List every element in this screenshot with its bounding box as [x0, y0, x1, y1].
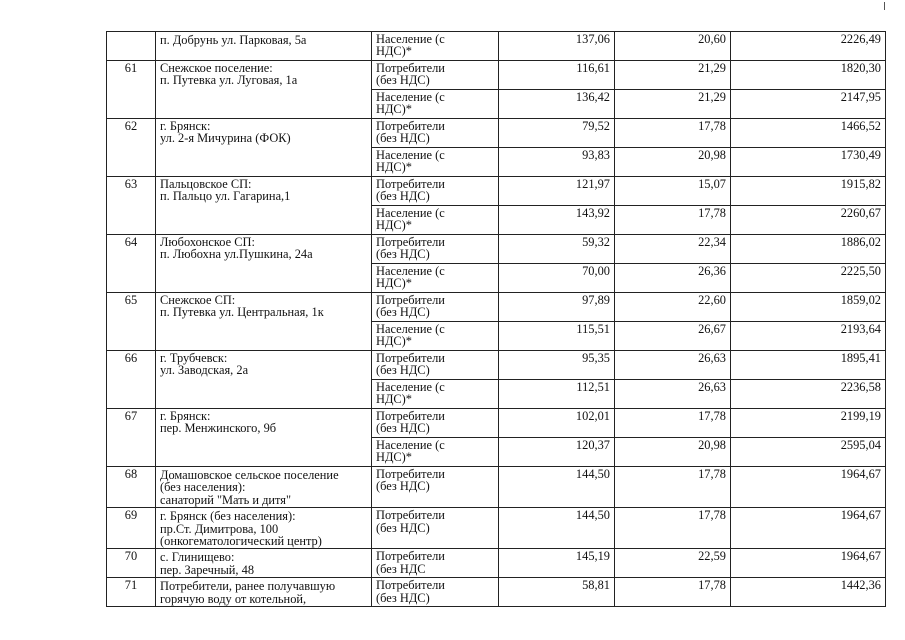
- value-2-cell: 21,29: [615, 90, 731, 119]
- consumer-category-cell: Потребители (без НДС): [372, 61, 499, 90]
- table-row: [107, 578, 886, 607]
- value-2-cell: 22,60: [615, 293, 731, 322]
- value-1-cell: 58,81: [499, 578, 615, 607]
- consumer-category-cell: Потребители (без НДС): [372, 409, 499, 438]
- value-2-cell: 17,78: [615, 467, 731, 508]
- consumer-category-cell: Потребители (без НДС): [372, 578, 499, 607]
- value-2-cell: 17,78: [615, 206, 731, 235]
- value-2-cell: 26,36: [615, 264, 731, 293]
- value-2-cell: 17,78: [615, 409, 731, 438]
- value-2-cell: 22,34: [615, 235, 731, 264]
- row-number-cell: 64: [107, 235, 156, 293]
- location-cell: г. Брянск: ул. 2-я Мичурина (ФОК): [156, 119, 372, 177]
- value-3-cell: 1964,67: [731, 467, 886, 508]
- table-row: [107, 235, 886, 264]
- table-row: [107, 409, 886, 438]
- consumer-category-cell: Население (с НДС)*: [372, 264, 499, 293]
- value-2-cell: 20,98: [615, 438, 731, 467]
- table-row: [107, 61, 886, 90]
- location-cell: п. Добрунь ул. Парковая, 5а: [156, 32, 372, 61]
- row-number-cell: 70: [107, 549, 156, 578]
- value-2-cell: 21,29: [615, 61, 731, 90]
- value-3-cell: 1859,02: [731, 293, 886, 322]
- value-2-cell: 26,63: [615, 380, 731, 409]
- consumer-category-cell: Население (с НДС)*: [372, 322, 499, 351]
- consumer-category-cell: Потребители (без НДС): [372, 508, 499, 549]
- location-cell: Снежское СП: п. Путевка ул. Центральная, 1к: [156, 293, 372, 351]
- consumer-category-cell: Потребители (без НДС): [372, 351, 499, 380]
- table-row: [107, 351, 886, 380]
- table-row: [107, 177, 886, 206]
- value-2-cell: 15,07: [615, 177, 731, 206]
- value-3-cell: 1964,67: [731, 508, 886, 549]
- consumer-category-cell: Потребители (без НДС): [372, 235, 499, 264]
- value-3-cell: 2225,50: [731, 264, 886, 293]
- value-1-cell: 145,19: [499, 549, 615, 578]
- location-cell: г. Брянск (без населения): пр.Ст. Димитрова, 100 (онкогематологический центр): [156, 508, 372, 549]
- consumer-category-cell: Потребители (без НДС): [372, 119, 499, 148]
- location-cell: Любохонское СП: п. Любохна ул.Пушкина, 24а: [156, 235, 372, 293]
- value-2-cell: 17,78: [615, 578, 731, 607]
- value-2-cell: 22,59: [615, 549, 731, 578]
- consumer-category-cell: Потребители (без НДС): [372, 177, 499, 206]
- value-1-cell: 116,61: [499, 61, 615, 90]
- table-row: [107, 32, 886, 61]
- row-number-cell: 65: [107, 293, 156, 351]
- row-number-cell: 67: [107, 409, 156, 467]
- value-1-cell: 144,50: [499, 508, 615, 549]
- value-1-cell: 137,06: [499, 32, 615, 61]
- row-number-cell: 61: [107, 61, 156, 119]
- row-number-cell: 66: [107, 351, 156, 409]
- value-3-cell: 1442,36: [731, 578, 886, 607]
- consumer-category-cell: Потребители (без НДС): [372, 467, 499, 508]
- value-3-cell: 2199,19: [731, 409, 886, 438]
- row-number-cell: 68: [107, 467, 156, 508]
- value-3-cell: 1895,41: [731, 351, 886, 380]
- value-3-cell: 2260,67: [731, 206, 886, 235]
- row-number-cell: 62: [107, 119, 156, 177]
- consumer-category-cell: Население (с НДС)*: [372, 148, 499, 177]
- table-row: [107, 508, 886, 549]
- location-cell: г. Трубчевск: ул. Заводская, 2а: [156, 351, 372, 409]
- value-3-cell: 1730,49: [731, 148, 886, 177]
- page-edge-mark: [884, 2, 885, 10]
- value-1-cell: 136,42: [499, 90, 615, 119]
- tariff-table-body: [107, 32, 886, 607]
- value-1-cell: 144,50: [499, 467, 615, 508]
- location-cell: Потребители, ранее получавшую горячую воду от котельной,: [156, 578, 372, 607]
- value-3-cell: 2236,58: [731, 380, 886, 409]
- value-1-cell: 115,51: [499, 322, 615, 351]
- table-row: [107, 549, 886, 578]
- value-3-cell: 1964,67: [731, 549, 886, 578]
- table-row: [107, 119, 886, 148]
- consumer-category-cell: Население (с НДС)*: [372, 90, 499, 119]
- value-3-cell: 1466,52: [731, 119, 886, 148]
- row-number-cell: 63: [107, 177, 156, 235]
- value-3-cell: 2226,49: [731, 32, 886, 61]
- value-2-cell: 20,98: [615, 148, 731, 177]
- value-1-cell: 143,92: [499, 206, 615, 235]
- value-2-cell: 17,78: [615, 508, 731, 549]
- value-1-cell: 112,51: [499, 380, 615, 409]
- location-cell: с. Глинищево: пер. Заречный, 48: [156, 549, 372, 578]
- table-row: [107, 293, 886, 322]
- value-3-cell: 1820,30: [731, 61, 886, 90]
- value-1-cell: 79,52: [499, 119, 615, 148]
- value-1-cell: 120,37: [499, 438, 615, 467]
- value-2-cell: 26,63: [615, 351, 731, 380]
- value-3-cell: 1915,82: [731, 177, 886, 206]
- location-cell: Пальцовское СП: п. Пальцо ул. Гагарина,1: [156, 177, 372, 235]
- tariff-table: [106, 31, 886, 607]
- value-1-cell: 70,00: [499, 264, 615, 293]
- value-3-cell: 2147,95: [731, 90, 886, 119]
- consumer-category-cell: Население (с НДС)*: [372, 32, 499, 61]
- consumer-category-cell: Население (с НДС)*: [372, 380, 499, 409]
- value-1-cell: 59,32: [499, 235, 615, 264]
- value-1-cell: 93,83: [499, 148, 615, 177]
- value-2-cell: 20,60: [615, 32, 731, 61]
- value-3-cell: 2595,04: [731, 438, 886, 467]
- consumer-category-cell: Население (с НДС)*: [372, 438, 499, 467]
- location-cell: Снежское поселение: п. Путевка ул. Луговая, 1а: [156, 61, 372, 119]
- value-3-cell: 1886,02: [731, 235, 886, 264]
- table-row: [107, 467, 886, 508]
- consumer-category-cell: Потребители (без НДС): [372, 293, 499, 322]
- value-1-cell: 95,35: [499, 351, 615, 380]
- row-number-cell: [107, 32, 156, 61]
- consumer-category-cell: Потребители (без НДС: [372, 549, 499, 578]
- location-cell: г. Брянск: пер. Менжинского, 9б: [156, 409, 372, 467]
- value-3-cell: 2193,64: [731, 322, 886, 351]
- location-cell: Домашовское сельское поселение (без населения): санаторий "Мать и дитя": [156, 467, 372, 508]
- value-2-cell: 26,67: [615, 322, 731, 351]
- value-2-cell: 17,78: [615, 119, 731, 148]
- value-1-cell: 97,89: [499, 293, 615, 322]
- value-1-cell: 102,01: [499, 409, 615, 438]
- row-number-cell: 71: [107, 578, 156, 607]
- value-1-cell: 121,97: [499, 177, 615, 206]
- consumer-category-cell: Население (с НДС)*: [372, 206, 499, 235]
- row-number-cell: 69: [107, 508, 156, 549]
